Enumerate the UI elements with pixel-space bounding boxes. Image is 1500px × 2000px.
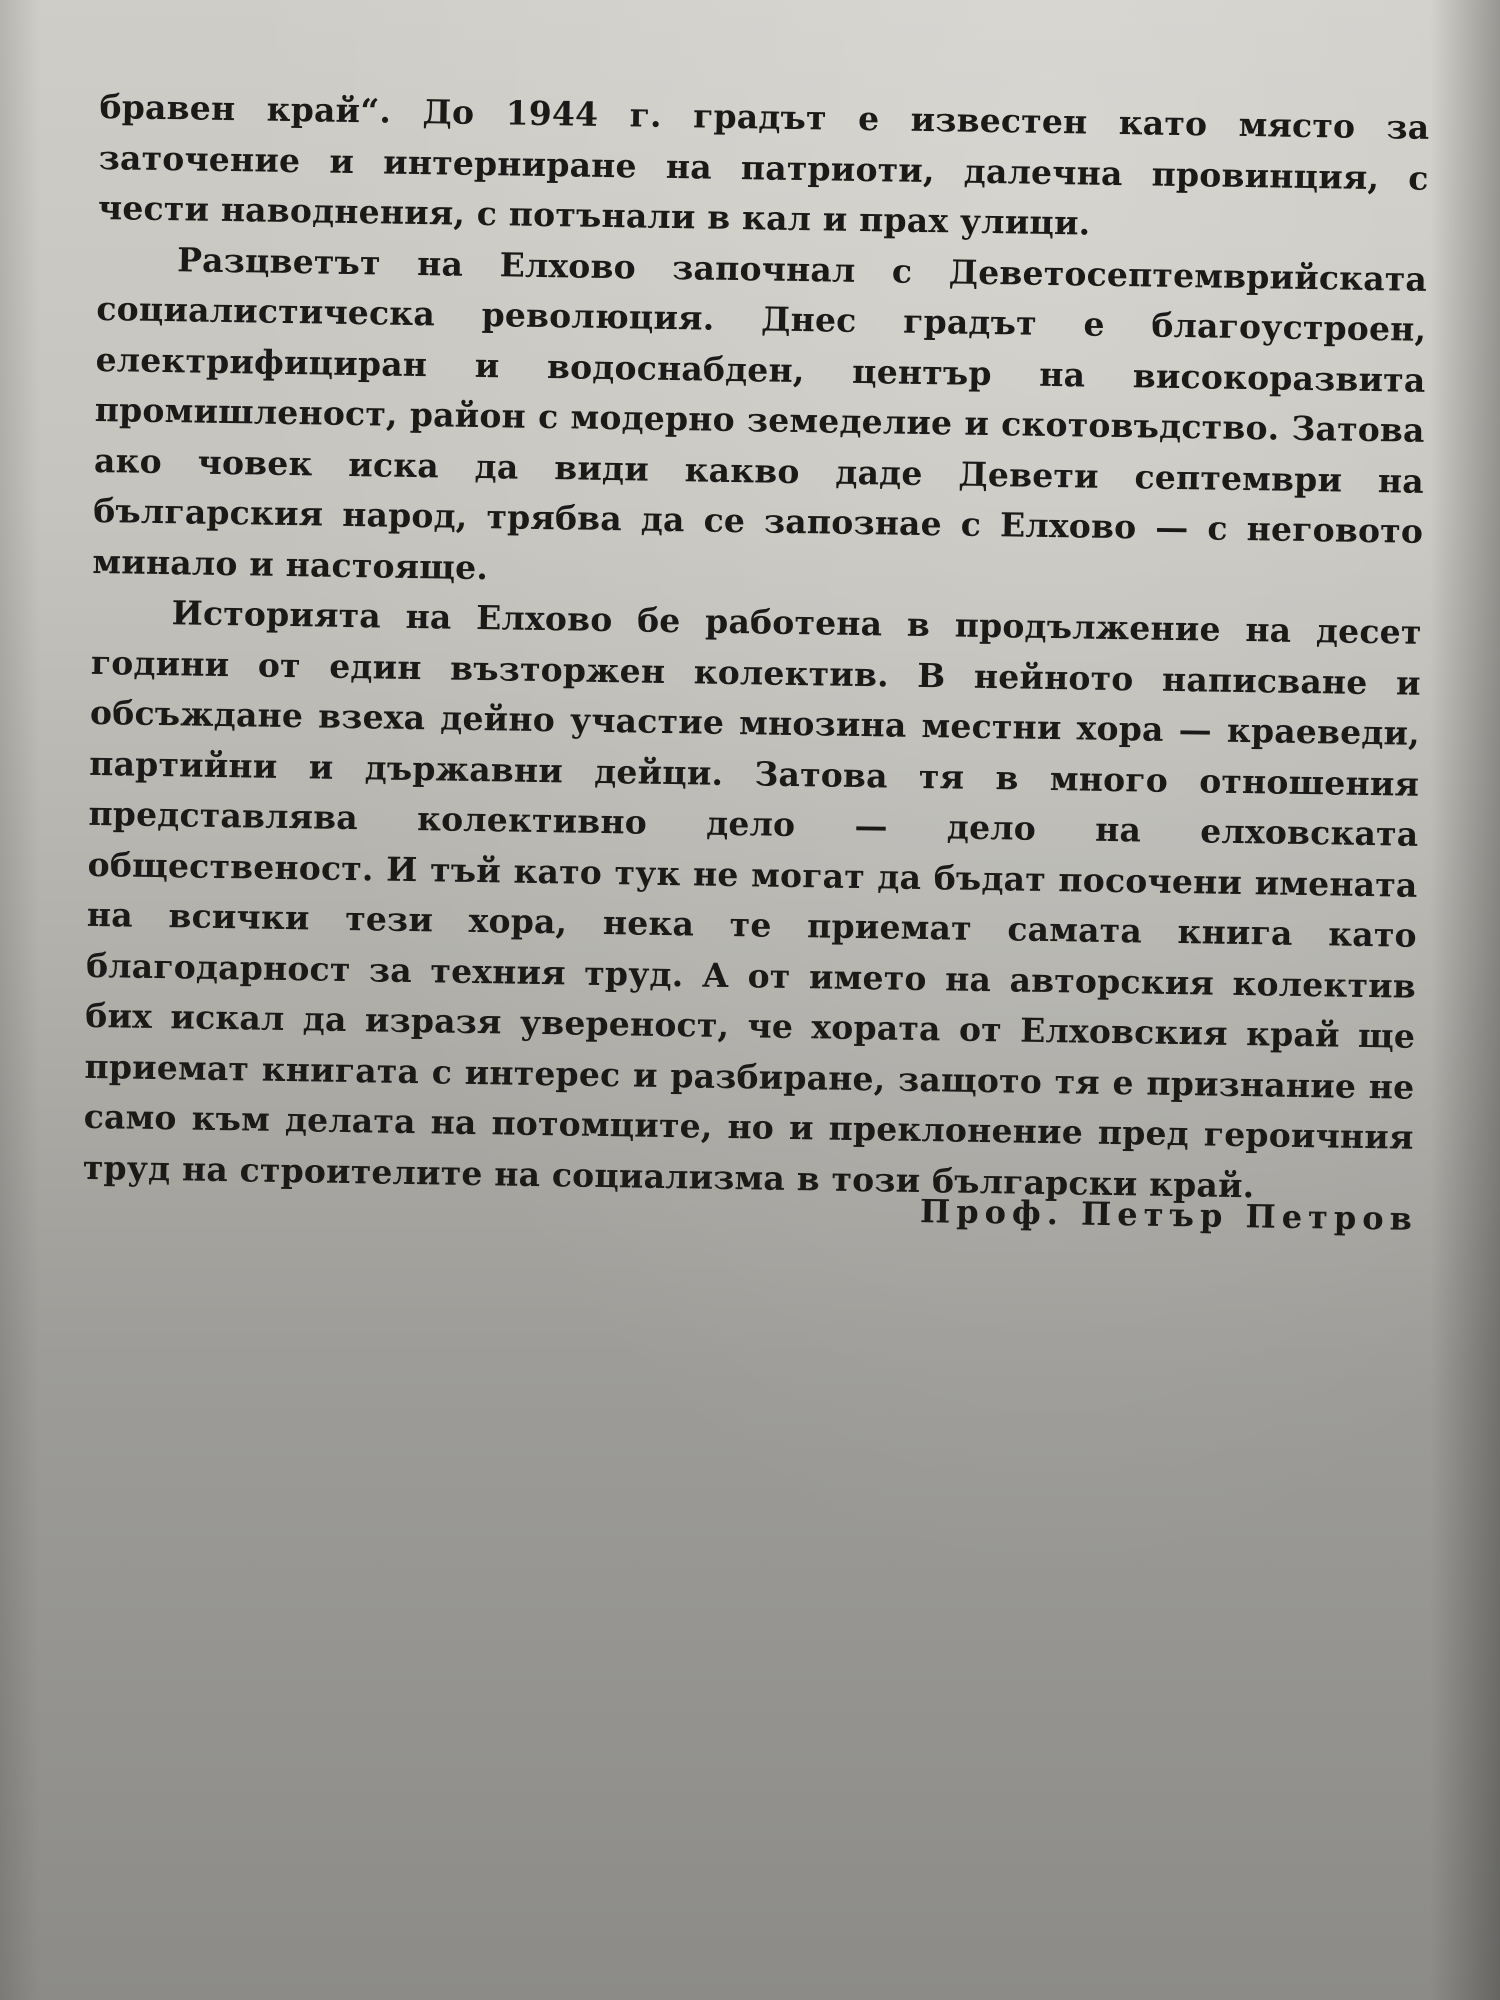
author-signature: Проф. Петър Петров [919, 1192, 1419, 1238]
paragraph-1: бравен край“. До 1944 г. градът е известен като място за заточение и интерниране на патриоти, далечна провинция, с чести наводнения, с потънали в кал и прах улици. [97, 86, 1430, 243]
page-gutter-shadow [0, 0, 40, 2000]
paragraph-3: Историята на Елхово бе работена в продължение на десет години от един възторжен колектив. В нейното написване и обсъждане взеха дейно участие мнозина местни хора — краеведи, партийни и държавни дейци. Затова тя в много отношения представлява колективно дело — дело на елховската общественост. И тъй като тук не могат да бъдат посочени имената на всички тези хора, нека те приемат самата книга като благодарност за техния труд. А от името на авторския колектив бих искал да изразя увереност, че хората от Елховския край ще приемат книгата с интерес и разбиране, защото тя е признание не само към делата на потомците, но и преклонение пред героичния труд на строителите на социализма в този български край. [82, 593, 1422, 1205]
page-edge-shadow [1430, 0, 1500, 2000]
paragraph-2: Разцветът на Елхово започнал с Деветосептемврийската социалистическа революция. Днес градът е благоустроен, електрифициран и водоснабден, център на високоразвита промишленост, район с модерно земеделие и скотовъдство. Затова ако човек иска да види какво даде Девети септември на българския народ, трябва да се запознае с Елхово — с неговото минало и настояще. [92, 239, 1428, 587]
body-text [83, 82, 1430, 1214]
